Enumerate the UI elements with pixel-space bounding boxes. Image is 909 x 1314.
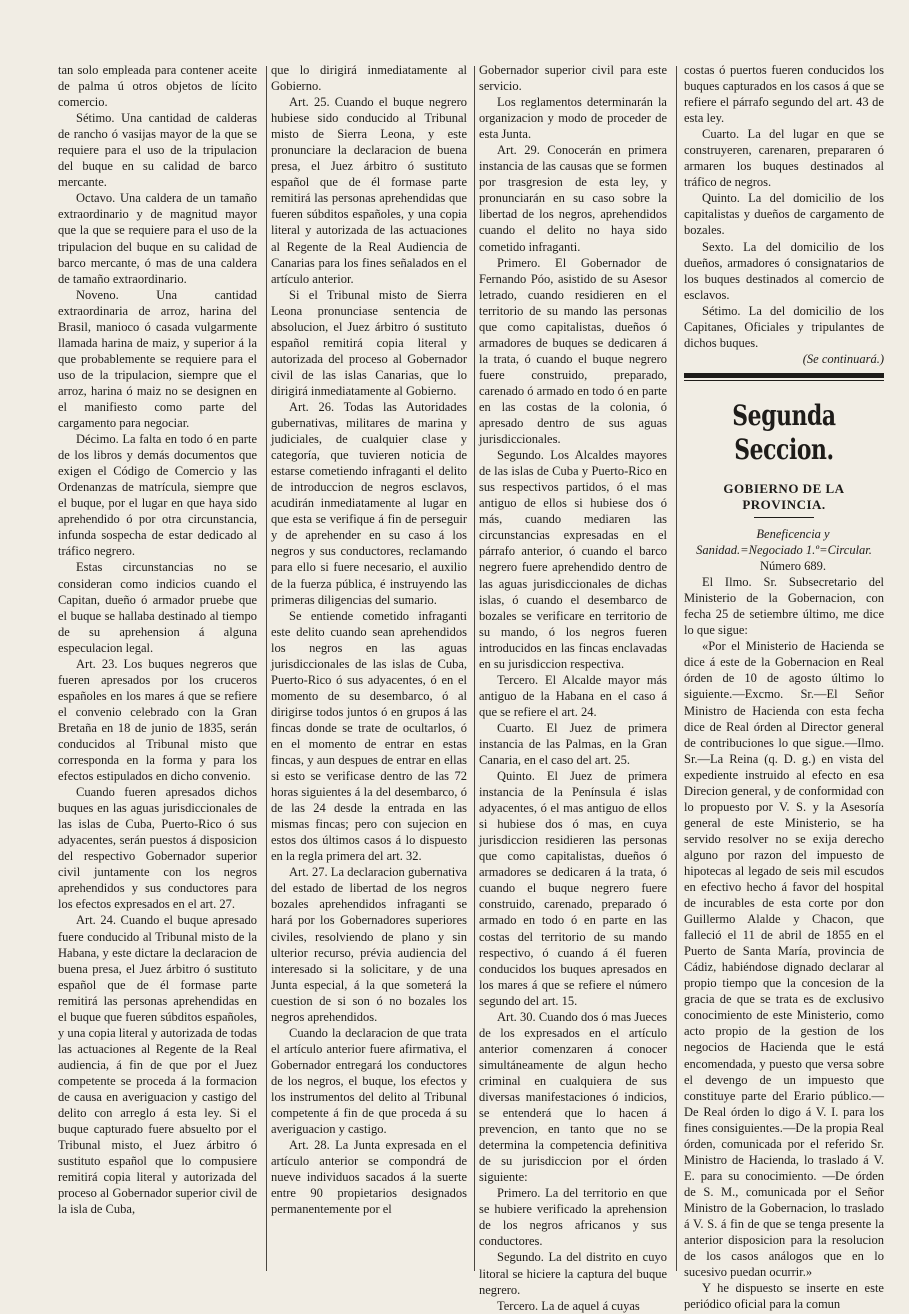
paragraph: Art. 24. Cuando el buque apresado fuere conducido al Tribunal misto de la Habana, y este dictare la declaracion de buena presa, el Juez árbitro ó sustituto español que de él formase parte remitirá las personas aprehendidas en el buque que fueren súbditos españoles, y una copia literal y autorizada de todas las actuaciones al Regente de la Real audiencia, á fin de que por el Juez competente se proceda á la formacion de causa en averiguacion y castigo del delito con arreglo á esta ley. Si el buque capturado fuere absuelto por el Tribunal misto, el Juez árbitro ó sustituto español que lo compusiere remitirá copia literal y autorizada del proceso al Gobernador superior civil de la isla de Cuba, [58,913,257,1217]
paragraph: «Por el Ministerio de Hacienda se dice á este de la Gobernacion en Real órden de 10 de agosto último lo siguiente.—Excmo. Sr.—El Señor Ministro de Hacienda con esta fecha dice de Real órden al Director general de contribuciones lo que sigue.—Ilmo. Sr.—La Reina (q. D. g.) en vista del expediente instruido al efecto en esa Direcion general, y de conformidad con lo propuesto por V. S. y la Asesoría general de este Ministerio, se ha servido resolver no se exija derecho alguno por razon del impuesto de hipotecas al legado de seis mil escudos en efectivo hecho á favor del hospital de incurables de esta corte por don Guillermo Alalde y Chacon, que falleció el 11 de abril de 1855 en el Puerto de Santa María, provincia de Cádiz, habiéndose dignado declarar al propio tiempo que la concesion de la gracia de que se trata es de exclusivo conocimiento de este Ministerio, como acto propio de la gestion de los negocios de Hacienda que le está encomendada, y puesto que versa sobre el devengo de un impuesto que constituye parte del Erario público.—De Real órden lo digo á V. I. para los fines consiguientes.—De la propia Real órden, comunicada por el referido Sr. Ministro de Hacienda, lo traslado á V. E. para su conocimiento. —De órden de S. M., comunicada por el Señor Ministro de la Gobernacion, lo traslado á V. S. á fin de que se tenga presente la anterior disposicion para la resolucion de los casos análogos que en lo sucesivo puedan ocurrir.» [684,639,884,1280]
paragraph: Cuando la declaracion de que trata el artículo anterior fuere afirmativa, el Gobernador entregará los conductores de los negros, el buque, los efectos y los instrumentos del delito al Tribunal competente á fin de que proceda á su averiguacion y castigo. [271,1025,467,1137]
column-divider [676,66,677,1271]
paragraph: Se entiende cometido infraganti este delito cuando sean aprehendidos los negros en las aguas jurisdiccionales de las islas de Cuba, Puerto-Rico ó sus adyacentes, ó en el momento de su desembarco, ó al dirigirse todos juntos ó en grupos á las fincas donde se trate de ocultarlos, ó en el momento de entrar en estas fincas, y aun despues de entrar en ellas si esto se verificase dentro de las 72 horas siguientes á la del desembarco, ó de las 24 desde la entrada en las mismas fincas; pero con sujecion en estos dos últimos casos á lo dispuesto en la regla primera del art. 32. [271,608,467,864]
continuation-note: (Se continuará.) [802,351,884,366]
paragraph: Cuarto. La del lugar en que se construyeren, carenaren, prepararen ó armaren los buques destinados al tráfico de negros. [684,127,884,190]
paragraph: Primero. El Gobernador de Fernando Póo, asistido de su Asesor letrado, cuando residieren en el territorio de su mando las personas que como capitalistas, dueños ó armadores de buques se dedicaren á la trata, ó cuando el buque negrero fuere construido, preparado, carenado ó armado en todo ó en parte en las costas de la colonia, ó apresado dentro de sus aguas jurisdiccionales. [479,255,667,447]
paragraph: El Ilmo. Sr. Subsecretario del Ministerio de la Gobernacion, con fecha 25 de setiembre último, me dice lo que sigue: [684,575,884,638]
paragraph: Quinto. El Juez de primera instancia de la Península é islas adyacentes, ó el mas antiguo de ellos si hubiese dos ó mas, en cuya jurisdiccion residieren las personas que como capitalistas, dueños ó armadores se dedicaren á la trata, ó cuando el buque negrero fuere construido, carenado, preparado ó armado en todo ó en parte en las costas del territorio de su mando respectivo, ó cuando á él fueren conducidos los buques apresados en los mares á que se refiere el número segundo del art. 15. [479,769,667,1008]
column-2 [271,62,467,1274]
paragraph: Tercero. El Alcalde mayor más antiguo de la Habana en el caso á que se refiere el art. 24. [479,672,667,719]
paragraph: Cuarto. El Juez de primera instancia de las Palmas, en la Gran Canaria, en el caso del art. 25. [479,720,667,768]
paragraph: Primero. La del territorio en que se hubiere verificado la aprehension de los negros africanos y sus conductores. [479,1186,667,1249]
paragraph: Art. 30. Cuando dos ó mas Jueces de los expresados en el artículo anterior comenzaren á conocer simultáneamente de algun hecho criminal en cualquiera de sus diversas manifestaciones ó indicios, se entenderá que lo hacen á prevencion, en tanto que no se determina la competencia definitiva de su jurisdiccion por el órden siguiente: [479,1009,667,1185]
column-3 [479,62,667,1313]
paragraph: Segundo. La del distrito en cuyo litoral se hiciere la captura del buque negrero. [479,1250,667,1297]
column-divider [474,66,475,1271]
paragraph: Si el Tribunal misto de Sierra Leona pronunciase sentencia de absolucion, el Juez árbitro ó sustituto español remitirá copia literal y autorizada del proceso al Gobernador civil de las islas Canarias, que lo dirigirá inmediatamente al Gobierno. [271,287,467,398]
paragraph: Estas circunstancias no se consideran como indicios cuando el Capitan, dueño ó armador pruebe que el buque se hallaba destinado al tiempo de su aprehension á alguna especulacion legal. [58,560,257,655]
paragraph: costas ó puertos fueren conducidos los buques capturados en los casos á que se refiere el párrafo segundo del art. 43 de esta ley. [684,63,884,126]
paragraph: Cuando fueren apresados dichos buques en las aguas jurisdiccionales de las islas de Cuba, Puerto-Rico ó sus adyacentes, serán puestos á disposicion del respectivo Gobernador superior civil juntamente con los negros aprehendidos y sus conductores para los efectos expresados en el art. 27. [58,785,257,912]
paragraph: Décimo. La falta en todo ó en parte de los libros y demás documentos que exigen el Código de Comercio y las Ordenanzas de matrícula, siempre que el buque, por el lugar en que haya sido aprehendido ó por otra circunstancia, infunda sospecha de estar dedicado al tráfico negrero. [58,432,257,559]
heading-rule [754,517,814,518]
paragraph: tan solo empleada para contener aceite de palma ú otros objetos de lícito comercio. [58,63,257,110]
paragraph: Art. 23. Los buques negreros que fueren apresados por los cruceros españoles en los mares á que se refiere el convenio celebrado con la Gran Bretaña en 18 de junio de 1835, serán conducidos al Tribunal misto que corresponda en la forma y para los efectos estipulados en dicho convenio. [58,656,257,784]
paragraph: Gobernador superior civil para este servicio. [479,63,667,94]
paragraph: Segundo. Los Alcaldes mayores de las islas de Cuba y Puerto-Rico en sus respectivos partidos, ó el mas antiguo de ellos si hubiese dos ó más, cuando mediaren las circunstancias expresadas en el párrafo anterior, ó cuando el barco negrero fuere aprehendido dentro de las aguas jurisdiccionales de dichas islas, ó cuando el desembarco de bozales se verificare en territorio de su mando, ó los negros fueren introducidos en las fincas enclavadas en su jurisdiccion respectiva. [479,448,667,671]
paragraph: Tercero. La de aquel á cuyas [497,1298,640,1313]
section-separator-thin [684,380,884,381]
section-title: Segunda Seccion. [732,398,836,466]
paragraph: Art. 28. La Junta expresada en el artículo anterior se compondrá de nueve individuos sacados á la suerte entre 90 propietarios designados permanentemente por el [271,1138,467,1217]
column-4 [684,62,884,1312]
circular-subheading: Beneficencia y Sanidad.=Negociado 1.º=Circular. [696,526,872,558]
paragraph: Art. 25. Cuando el buque negrero hubiese sido conducido al Tribunal misto de Sierra Leona, y este pronunciare la declaracion de buena presa, el Juez árbitro ó sustituto español que de él formase parte remitirá las personas aprehendidas que fueren súbditos españoles, y una copia literal y autorizada de las actuaciones al Regente de la Real Audiencia de Canarias para los fines señalados en el artículo anterior. [271,95,467,286]
paragraph: Art. 27. La declaracion gubernativa del estado de libertad de los negros bozales aprehendidos infraganti se hará por los Gobernadores superiores civiles, resolviendo de plano y sin ulterior recurso, prévia audiencia del interesado si la solicitare, y de una Junta especial, á la que someterá la cuestion de si son ó no bozales los negros aprehendidos. [271,865,467,1024]
paragraph: Art. 29. Conocerán en primera instancia de las causas que se formen por trasgresion de esta ley, y pronunciarán en su caso sobre la libertad de los negros, aprehendidos cuando el delito no haya sido cometido infraganti. [479,143,667,254]
paragraph: Los reglamentos determinarán la organizacion y modo de proceder de esta Junta. [479,95,667,142]
paragraph: Sexto. La del domicilio de los dueños, armadores ó consignatarios de los buques destinados al comercio de esclavos. [684,239,884,302]
paragraph: Sétimo. La del domicilio de los Capitanes, Oficiales y tripulantes de dichos buques. [684,303,884,350]
column-divider [266,66,267,1271]
section-separator-thick [684,373,884,378]
paragraph: Sétimo. Una cantidad de calderas de rancho ó vasijas mayor de la que se requiere para el uso de la tripulacion del buque en su calidad de barco mercante. [58,111,257,190]
paragraph: Octavo. Una caldera de un tamaño extraordinario y de magnitud mayor que la que se requiere para el uso de la tripulacion del buque en su calidad de barco mercante, ó mas de una caldera de tamaño extraordinario. [58,191,257,286]
paragraph: Art. 26. Todas las Autoridades gubernativas, militares de marina y judiciales, de cualquier clase y categoría, que tuvieren noticia de estarse cometiendo infraganti el delito de introduccion de negros esclavos, acudirán inmediatamente al lugar en que esta se verifique á fin de perseguir y de aprehender en su caso á los negros y sus conductores, reclamando para ello si fuere necesario, el auxilio de la fuerza pública, é instruyendo las primeras diligencias del sumario. [271,399,467,607]
column-1 [58,62,257,1274]
paragraph: Y he dispuesto se inserte en este periódico oficial para la comun [684,1281,884,1312]
government-heading: GOBIERNO DE LA PROVINCIA. [723,480,845,512]
paragraph: Quinto. La del domicilio de los capitalistas y dueños de cargamento de bozales. [684,191,884,238]
circular-number: Número 689. [760,559,826,574]
paragraph: que lo dirigirá inmediatamente al Gobierno. [271,63,467,94]
paragraph: Noveno. Una cantidad extraordinaria de arroz, harina del Brasil, manioco ó casada vulgarmente llamada harina de maiz, y superior á la que probablemente se requiere para el uso de la tripulacion, siempre que el arroz, harina ó maiz no se designen en el manifiesto como parte del cargamento para negociar. [58,287,257,431]
